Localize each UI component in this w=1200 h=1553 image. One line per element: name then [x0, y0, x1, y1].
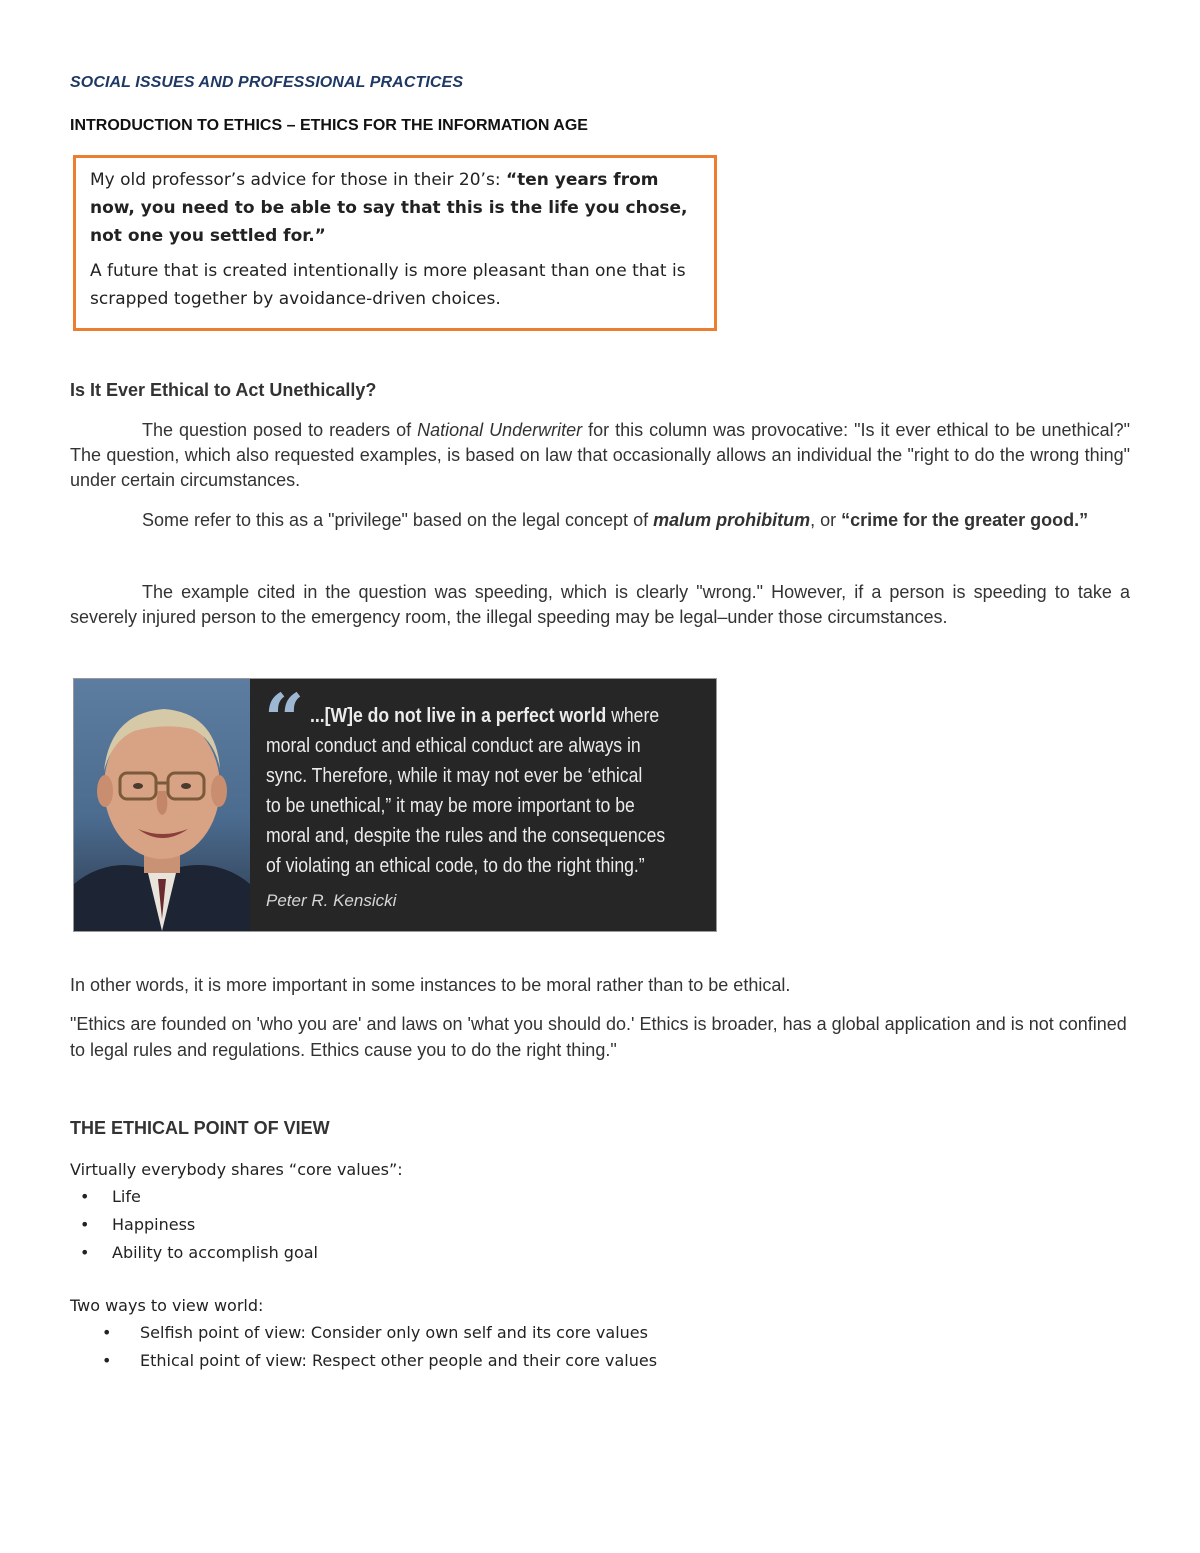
- p2-text-a: Some refer to this as a "privilege" based on the legal concept of: [142, 510, 654, 530]
- view-ethical: Ethical point of view: Respect other people and their core values: [140, 1351, 658, 1370]
- p1-text-a: The question posed to readers of: [142, 420, 418, 440]
- paragraph-privilege: [70, 508, 1130, 533]
- quote-line-6: of violating an ethical code, to do the right thing.”: [266, 855, 645, 877]
- list-item: [80, 1183, 318, 1211]
- quote-line-4: to be unethical,” it may be more important to be: [266, 795, 635, 817]
- greater-good-quote: “crime for the greater good.”: [841, 510, 1089, 530]
- quote-lead: ...[W]e do not live in a perfect world: [310, 705, 607, 727]
- quote-line-3: sync. Therefore, while it may not ever be ‘ethical: [266, 765, 643, 787]
- p2-text-b: , or: [810, 510, 842, 530]
- paragraph-moral: In other words, it is more important in some instances to be moral rather than to be ethical.: [70, 975, 791, 995]
- bullet-icon: •: [80, 1215, 90, 1234]
- topic-title: INTRODUCTION TO ETHICS – ETHICS FOR THE INFORMATION AGE: [70, 117, 588, 134]
- list-item: [80, 1239, 318, 1267]
- callout-quote: “ten years from now, you need to be able to say that this is the life you chose, not one you settled for.”: [90, 170, 688, 246]
- quote-line-5: moral and, despite the rules and the consequences: [266, 825, 666, 847]
- quote-author: Peter R. Kensicki: [266, 891, 397, 910]
- advice-callout-box: [73, 155, 717, 331]
- legal-term: malum prohibitum: [653, 510, 811, 530]
- callout-intro: My old professor’s advice for those in their 20’s:: [90, 170, 506, 190]
- core-values-list: [80, 1183, 318, 1267]
- list-item: [80, 1347, 657, 1375]
- core-value-goal: Ability to accomplish goal: [112, 1243, 318, 1262]
- callout-reflection: A future that is created intentionally is more pleasant than one that is scrapped together by avoidance-driven choices.: [90, 261, 686, 309]
- section-heading-unethical: Is It Ever Ethical to Act Unethically?: [70, 380, 377, 400]
- list-item: [80, 1319, 657, 1347]
- views-list: [80, 1319, 657, 1375]
- portrait-illustration: [74, 679, 250, 931]
- portrait-photo: [74, 679, 250, 931]
- paragraph-ethics-laws: "Ethics are founded on 'who you are' and laws on 'what you should do.' Ethics is broader, has a global application and is not confined to legal rules and regulations. Ethics cause you to do the right thing.": [70, 1014, 1127, 1060]
- core-values-intro: Virtually everybody shares “core values”:: [70, 1160, 403, 1179]
- views-intro: Two ways to view world:: [70, 1296, 264, 1315]
- p1-text-b: for this column was provocative: "Is it ever ethical to be unethical?" The question, which also requested examples, is based on law that occasionally allows an individual the "right to do the wrong thing" under certain circumstances.: [70, 420, 1130, 490]
- section-heading-ethical-pov: THE ETHICAL POINT OF VIEW: [70, 1118, 330, 1138]
- bullet-icon: •: [102, 1351, 112, 1370]
- course-title: SOCIAL ISSUES AND PROFESSIONAL PRACTICES: [70, 74, 464, 91]
- view-selfish: Selfish point of view: Consider only own self and its core values: [140, 1323, 648, 1342]
- publication-name: National Underwriter: [417, 420, 583, 440]
- paragraph-speeding: The example cited in the question was speeding, which is clearly "wrong." However, if a person is speeding to take a severely injured person to the emergency room, the illegal speeding may be legal–under those circumstances.: [70, 582, 1130, 627]
- bullet-icon: •: [80, 1187, 90, 1206]
- paragraph-question: [70, 418, 1130, 493]
- quote-image: [73, 678, 717, 932]
- list-item: [80, 1211, 318, 1239]
- quote-line-2: moral conduct and ethical conduct are always in: [266, 735, 641, 757]
- core-value-life: Life: [112, 1187, 141, 1206]
- callout-advice: [90, 166, 702, 250]
- core-value-happiness: Happiness: [112, 1215, 196, 1234]
- bullet-icon: •: [102, 1323, 112, 1342]
- quote-line-1: where: [606, 705, 660, 727]
- bullet-icon: •: [80, 1243, 90, 1262]
- quote-mark-icon: “: [264, 678, 305, 761]
- quote-text: [266, 701, 666, 881]
